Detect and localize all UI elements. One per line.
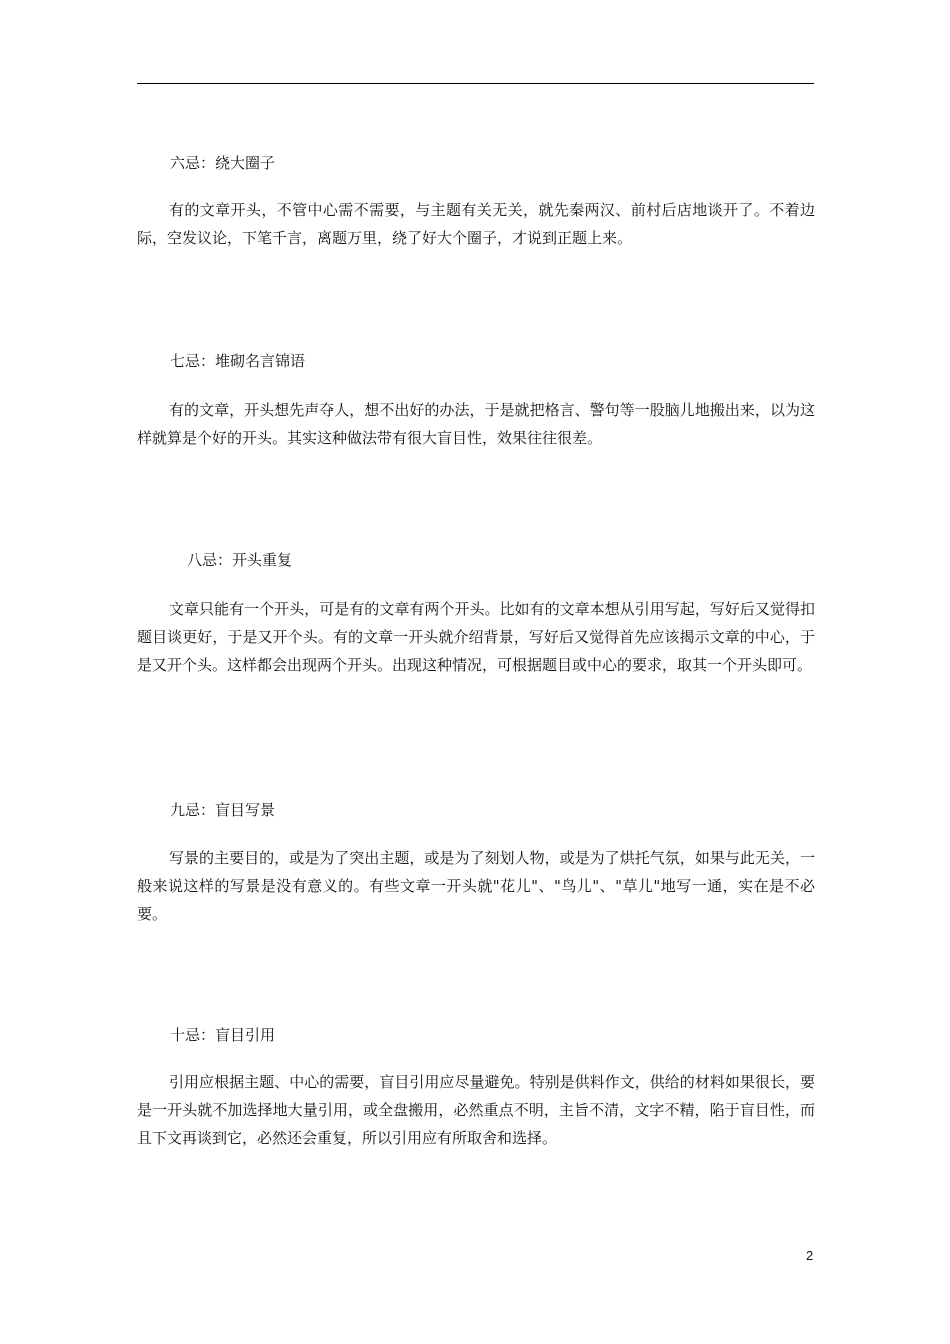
section-heading-8: 八忌：开头重复	[187, 551, 293, 569]
section-heading-7: 七忌：堆砌名言锦语	[170, 352, 306, 370]
section-heading-6: 六忌：绕大圈子	[170, 154, 276, 172]
section-body-7: 有的文章，开头想先声夺人，想不出好的办法，于是就把格言、警句等一股脑儿地搬出来，以为这样就算是个好的开头。其实这种做法带有很大盲目性，效果往往很差。	[137, 401, 815, 447]
section-body-10: 引用应根据主题、中心的需要，盲目引用应尽量避免。特别是供料作文，供给的材料如果很长，要是一开头就不加选择地大量引用，或全盘搬用，必然重点不明，主旨不清，文字不精，陷于盲目性，而且下文再谈到它，必然还会重复，所以引用应有所取舍和选择。	[137, 1073, 815, 1147]
page-number: 2	[806, 1248, 814, 1263]
section-heading-10: 十忌：盲目引用	[170, 1026, 276, 1044]
section-body-9: 写景的主要目的，或是为了突出主题，或是为了刻划人物，或是为了烘托气氛，如果与此无关，一般来说这样的写景是没有意义的。有些文章一开头就"花儿"、"鸟儿"、"草儿"地写一通，实在是不必要。	[137, 849, 815, 923]
section-heading-9: 九忌：盲目写景	[170, 801, 276, 819]
section-body-8: 文章只能有一个开头，可是有的文章有两个开头。比如有的文章本想从引用写起，写好后又觉得扣题目谈更好，于是又开个头。有的文章一开头就介绍背景，写好后又觉得首先应该揭示文章的中心，于是又开个头。这样都会出现两个开头。出现这种情况，可根据题目或中心的要求，取其一个开头即可。	[137, 600, 815, 674]
section-body-6: 有的文章开头，不管中心需不需要，与主题有关无关，就先秦两汉、前村后店地谈开了。不着边际，空发议论，下笔千言，离题万里，绕了好大个圈子，才说到正题上来。	[137, 201, 815, 247]
header-rule	[137, 83, 814, 84]
